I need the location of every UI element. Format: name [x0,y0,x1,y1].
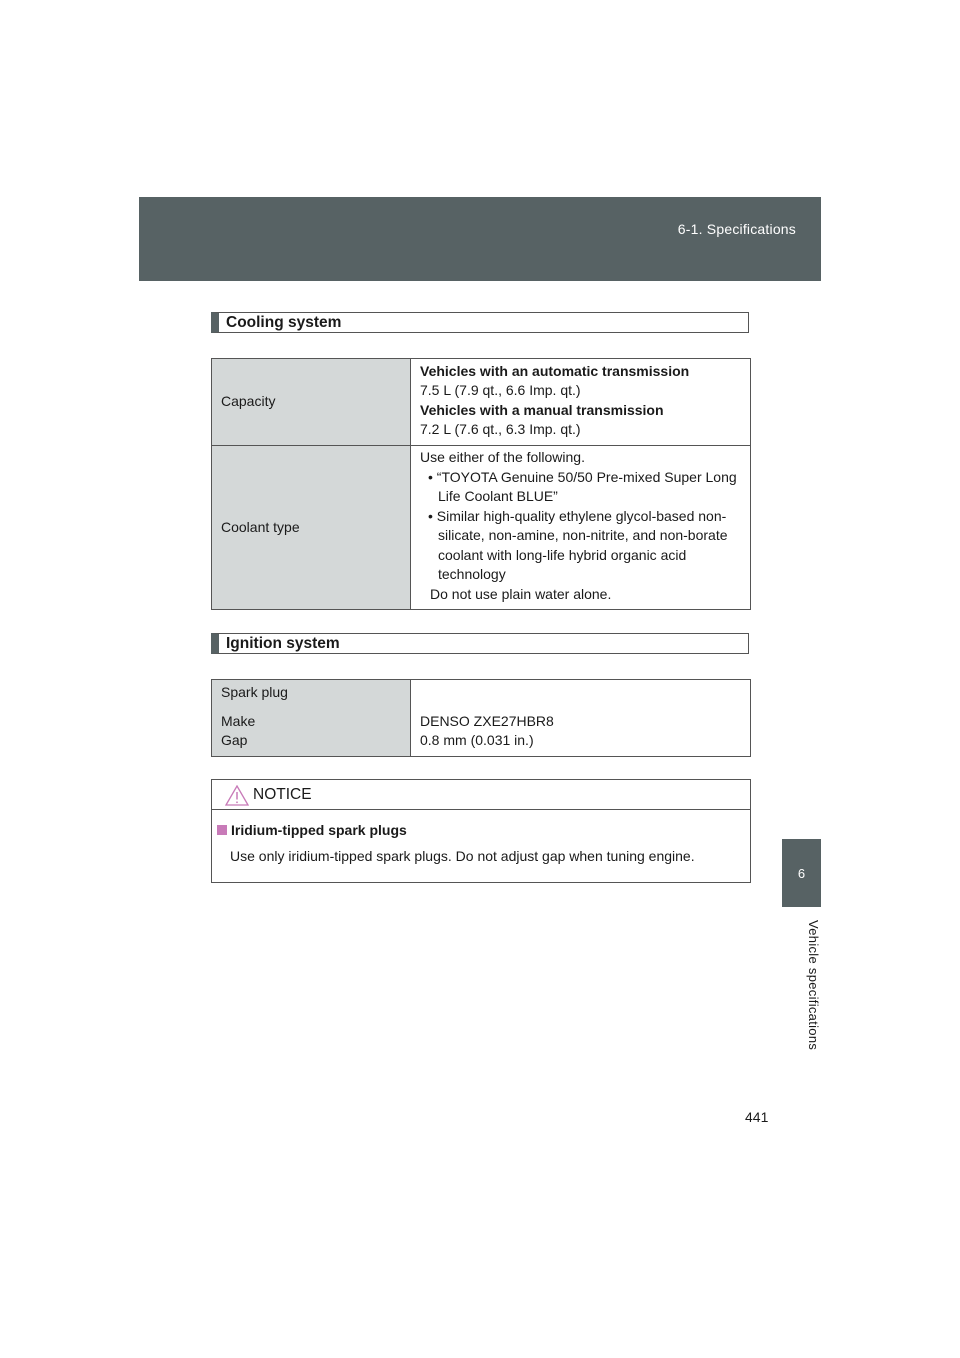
spark-plug-label: Spark plug [221,684,288,700]
square-bullet-icon [217,825,227,835]
notice-text: Use only iridium-tipped spark plugs. Do not adjust gap when tuning engine. [230,848,695,864]
coolant-bullet-2: • Similar high-quality ethylene glycol-based non-silicate, non-amine, non-nitrite, and non-borate coolant with long-life hybrid organic acid technology [420,507,741,585]
notice-box [211,779,751,883]
table-row [212,359,751,446]
capacity-value [411,359,751,446]
coolant-type-label: Coolant type [212,446,411,610]
notice-subheading-text: Iridium-tipped spark plugs [231,822,407,838]
capacity-auto-value: 7.5 L (7.9 qt., 6.6 Imp. qt.) [420,382,581,398]
spark-plug-labels [212,680,411,757]
cooling-system-table [211,358,751,610]
notice-subheading [217,822,407,838]
spark-plug-values [411,680,751,757]
ignition-system-table [211,679,751,757]
coolant-type-value [411,446,751,610]
table-row [212,680,751,757]
section-title: 6-1. Specifications [677,221,796,237]
cooling-system-header: Cooling system [211,312,749,333]
page-number: 441 [745,1109,769,1125]
capacity-auto-heading: Vehicles with an automatic transmission [420,362,690,379]
make-value: DENSO ZXE27HBR8 [420,712,554,729]
capacity-manual-heading: Vehicles with a manual transmission [420,401,664,418]
ignition-system-header: Ignition system [211,633,749,654]
chapter-label: Vehicle specifications [806,919,821,1051]
capacity-label: Capacity [212,359,411,446]
gap-value: 0.8 mm (0.031 in.) [420,732,534,748]
capacity-manual-value: 7.2 L (7.6 qt., 6.3 Imp. qt.) [420,421,581,437]
gap-label: Gap [221,732,248,748]
chapter-tab: 6 [782,839,821,907]
notice-header [212,780,750,810]
coolant-note: Do not use plain water alone. [430,585,612,602]
header-band [139,197,821,281]
make-label: Make [221,712,256,729]
notice-title: NOTICE [253,786,312,803]
coolant-bullet-1: • “TOYOTA Genuine 50/50 Pre-mixed Super Long Life Coolant BLUE” [420,468,741,507]
table-row [212,446,751,610]
warning-triangle-icon [225,785,249,806]
coolant-intro: Use either of the following. [420,449,585,465]
